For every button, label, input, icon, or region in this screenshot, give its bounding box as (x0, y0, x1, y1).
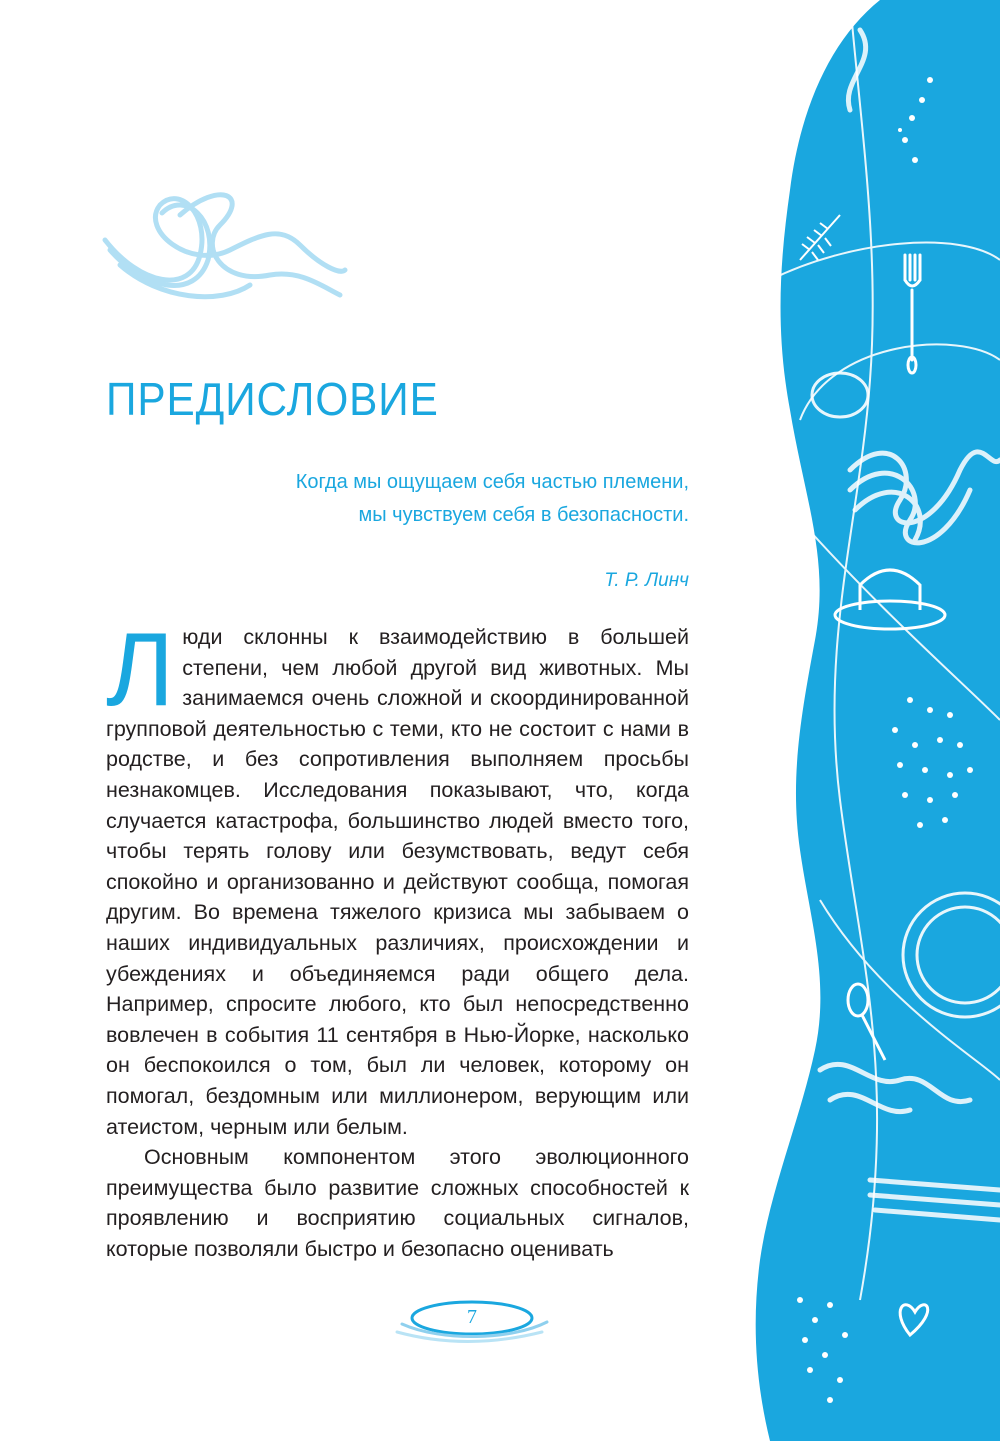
swirl-decoration-icon (100, 175, 350, 325)
paragraph: Основным компонентом этого эволюционного преимущества было развитие сложных способностей к проявлению и восприятию социальных сигналов, которые позволяли быстро и безопасно оценивать (106, 1145, 689, 1261)
drop-cap: Л (106, 612, 175, 728)
paragraph (106, 612, 689, 1142)
epigraph-line: мы чувствуем себя в безопасности. (358, 504, 689, 526)
page-number-badge (392, 1292, 552, 1352)
epigraph-line: Когда мы ощущаем себя частью племени, (295, 471, 689, 493)
paragraph-text: юди склонны к взаимодействию в большей степени, чем любой другой вид животных. Мы занимаемся очень сложной и скоординированной групповой деятельностью с теми, кто не состоит с нами в родстве, и без сопротивления выполняем просьбы незнакомцев. Исследования показывают, что, когда случается катастрофа, большинство людей вместо того, чтобы терять голову или безумствовать, ведут себя спокойно и организованно и действуют сообща, помогая другим. Во времена тяжелого кризиса мы забываем о наших индивидуальных различиях, происхождении и убеждениях и объединяемся ради общего дела. Например, спросите любого, кто был непосредственно вовлечен в события 11 сентября в Нью-Йорке, насколько он беспокоился о том, был ли человек, которому он помогал, бездомным или миллионером, верующим или атеистом, черным или белым. (106, 625, 689, 1139)
epigraph-quote (296, 466, 689, 532)
epigraph-author: Т. Р. Линч (604, 570, 689, 591)
page-number: 7 (467, 1306, 477, 1328)
body-text (106, 612, 689, 1264)
chapter-title: ПРЕДИСЛОВИЕ (106, 373, 439, 425)
